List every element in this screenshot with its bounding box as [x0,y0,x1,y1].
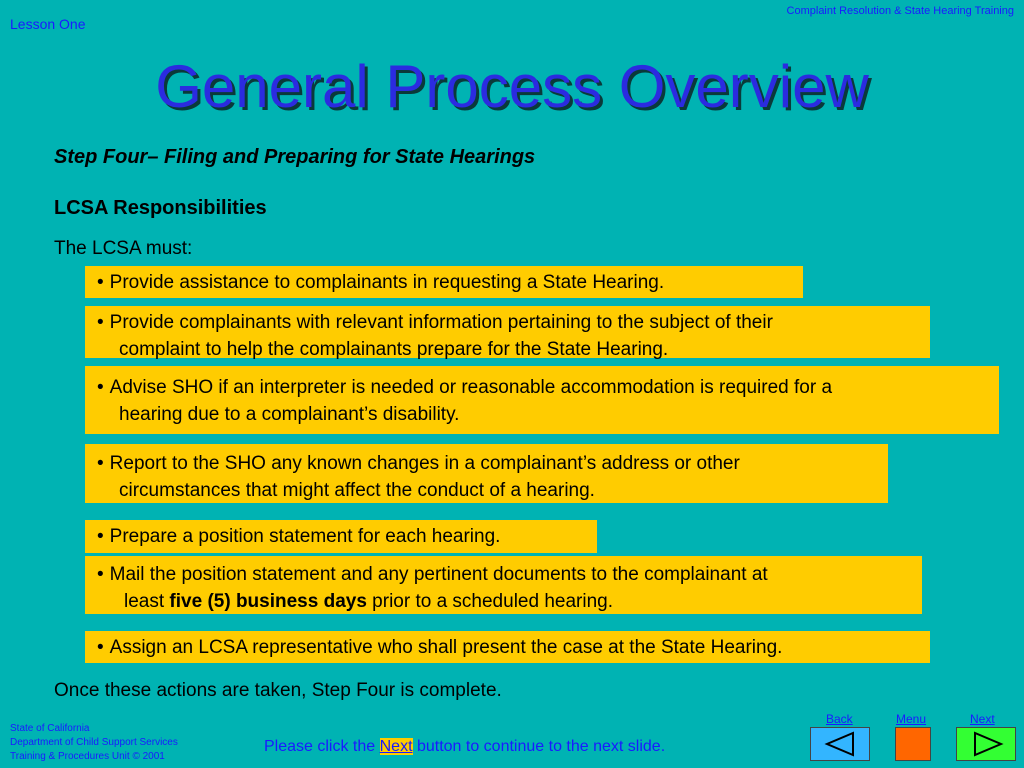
conclusion-text: Once these actions are taken, Step Four is complete. [54,680,502,701]
list-item-text: Provide complainants with relevant information pertaining to the subject of their [109,312,773,333]
menu-square-icon [896,728,930,760]
responsibilities-heading: LCSA Responsibilities [54,197,267,219]
org-line: Department of Child Support Services [10,737,178,748]
step-heading: Step Four– Filing and Preparing for State Hearings [54,146,536,168]
list-item [85,266,803,298]
list-item-text: least five (5) business days prior to a scheduled hearing. [124,591,613,612]
list-item-text: circumstances that might affect the conduct of a hearing. [119,480,595,501]
list-item [85,520,597,553]
bullet: • [97,453,104,474]
bullet: • [97,637,104,658]
next-link[interactable]: Next [379,738,413,755]
list-item-text: hearing due to a complainant’s disability. [119,404,460,425]
next-label[interactable]: Next [970,712,995,726]
bullet: • [97,312,104,333]
right-triangle-icon [957,728,1015,760]
list-item-text: Prepare a position statement for each hearing. [109,526,501,547]
training-label: Complaint Resolution & State Hearing Training [786,5,1014,17]
left-triangle-icon [811,728,869,760]
list-item [85,631,930,663]
bullet: • [97,377,104,398]
lesson-label: Lesson One [10,16,86,32]
menu-label[interactable]: Menu [896,712,927,726]
organization-info [10,722,178,764]
emphasis-text: five (5) business days [169,591,367,612]
list-item-text: Provide assistance to complainants in requesting a State Hearing. [109,272,665,293]
intro-text: The LCSA must: [54,238,193,259]
bullet: • [97,526,104,547]
menu-button[interactable] [895,727,931,761]
org-line: State of California [10,723,90,734]
back-label[interactable]: Back [826,712,853,726]
back-button[interactable] [810,727,870,761]
bullet: • [97,272,104,293]
list-item-text: Assign an LCSA representative who shall present the case at the State Hearing. [109,637,783,658]
next-button[interactable] [956,727,1016,761]
bullet: • [97,564,104,585]
list-item [85,306,930,358]
slide-title: General Process Overview [155,53,869,120]
list-item-text: Advise SHO if an interpreter is needed or reasonable accommodation is required for a [109,377,833,398]
list-item [85,444,888,503]
org-line: Training & Procedures Unit © 2001 [10,751,165,762]
instruction-text: Please click the Next button to continue to the next slide. [264,738,666,755]
list-item [85,366,999,434]
list-item-text: Mail the position statement and any pertinent documents to the complainant at [109,564,768,585]
list-item-text: Report to the SHO any known changes in a complainant’s address or other [109,453,740,474]
list-item-text: complaint to help the complainants prepare for the State Hearing. [119,339,669,360]
list-item [85,556,922,614]
